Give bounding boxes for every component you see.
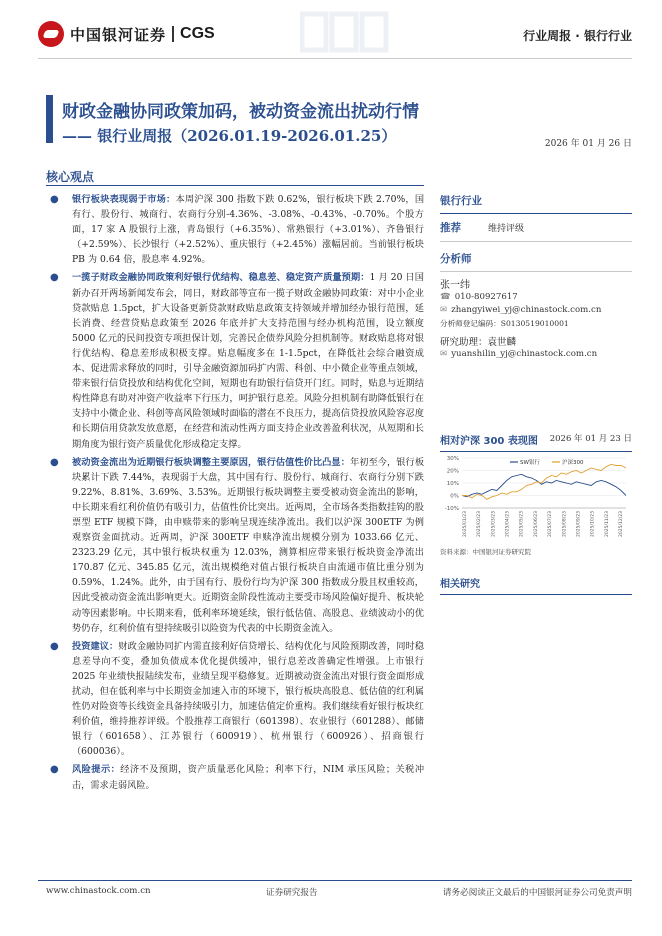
x-tick-label: 2025/12/23 [619, 511, 624, 537]
analyst-cert: 分析师登记编码：S0130519010001 [440, 319, 569, 328]
x-tick-label: 2025/04/23 [505, 511, 511, 537]
chart-title: 相对沪深 300 表现图 [440, 436, 538, 447]
footer-divider [38, 880, 632, 881]
x-tick-label: 2025/10/23 [590, 511, 596, 537]
paragraph [46, 270, 424, 451]
core-views-divider [46, 185, 424, 186]
bullet-icon: ● [50, 194, 59, 205]
chart-date: 2026 年 01 月 23 日 [549, 434, 632, 444]
analyst-name: 张一纬 [440, 280, 470, 291]
analyst-email-row[interactable] [440, 304, 632, 317]
report-title: 财政金融协同政策加码，被动资金流出扰动行情 [62, 102, 419, 122]
analyst-email[interactable]: zhangyiwei_yj@chinastock.com.cn [451, 305, 602, 315]
title-accent-bar [46, 95, 53, 143]
logo-separator [172, 26, 174, 42]
footer-website[interactable]: www.chinastock.com.cn [46, 886, 151, 896]
paragraph [46, 639, 424, 760]
y-tick-label: 0% [450, 493, 459, 500]
email-icon: ✉ [440, 349, 448, 359]
analyst-heading: 分析师 [440, 253, 472, 265]
bullet-icon: ● [50, 764, 59, 776]
paragraph-lead: 银行板块表现弱于市场： [72, 194, 176, 205]
related-research-heading: 相关研究 [440, 575, 632, 595]
paragraph-text: 本周沪深 300 指数下跌 0.62%，银行板块下跌 2.70%，国有行、股份行、城商行、农商行分别-4.36%、-3.08%、-0.43%、-0.70%。个股方面，17 家 A 股银行上涨，青岛银行（+6.35%）、常熟银行（+3.01%）、齐鲁银行（+2.59%）、长沙银行（+2.52%）、重庆银行（+2.45%）涨幅居前。当前银行板块 PB 为 0.64 倍，股息率 4.92%。 [72, 194, 425, 266]
assistant-email[interactable]: yuanshilin_yj@chinastock.com.cn [451, 349, 598, 359]
y-tick-label: 30% [446, 456, 459, 462]
bullet-icon: ● [50, 640, 59, 652]
y-tick-label: 10% [446, 481, 459, 487]
series-line-sw-bank [462, 474, 626, 497]
header-category: 行业周报 · 银行行业 [523, 29, 632, 43]
paragraph-text: 财政金融协同扩内需直接利好信贷增长、结构优化与风险预期改善，同时稳息差导向不变，叠加负债成本优化提供缓冲，银行息差改善确定性增强。上市银行 2025 年业绩快报陆续发布，业绩呈现平稳修复。近期被动资金流出对银行资金面形成扰动，但在低利率与中长期资金加速入市的环境下，银行板块高股息、低估值的红利属性仍对险资等长线资金具备持续吸引力，加速估值定价重构。我们继续看好银行板块红利价值，维持推荐评级。个股推荐工商银行（601398）、农业银行（601288）、邮储银行（601658）、江苏银行（600919）、杭州银行（600926）、招商银行（600036）。 [72, 640, 425, 758]
legend-label: SW银行 [520, 460, 540, 466]
x-tick-label: 2025/07/23 [548, 511, 554, 537]
bullet-icon: ● [50, 272, 59, 284]
sidebar-divider [440, 241, 632, 242]
relative-performance-chart [440, 452, 632, 546]
legend-label: 沪深300 [562, 460, 584, 466]
paragraph [46, 762, 424, 792]
sidebar-divider [440, 271, 632, 272]
watermark-icon [300, 10, 390, 54]
chart-source: 资料来源：中国银河证券研究院 [440, 548, 531, 556]
paragraph-text: 年初至今，银行板块累计下跌 7.44%，表现弱于大盘，其中国有行、股份行、城商行、农商行分别下跌 9.22%、8.81%、3.69%、3.53%。近期银行板块调整主要受被动资金流出的影响，中长期来看红利价值仍有吸引力，估值性价比突出。近两周，全市场各类指数挂钩的股票型 ETF 规模下降，由申赎带来的影响呈现连续净流出。我们以沪深 300ETF 为例观察资金面扰动。近两周，沪深 300ETF 申赎净流出规模分别为 1033.66 亿元、2323.29 亿元，其中银行板块权重为 12.03%，测算相应带来银行板块资金净流出 170.87 亿元、345.85 亿元，流出规模绝对值占银行板块自由流通市值比重分别为 0.59%、1.24%。此外，由于国有行、股份行均为沪深 300 指数成分股且权重较高，因此受被动资金流出影响更大。近期资金阶段性流动主要受市场风险偏好提升、板块轮动等因素影响。中长期来看，低利率环境延续，银行低估值、高股息、业绩波动小的优势仍存，红利价值有望持续吸引以险资为代表的中长期资金流入。 [72, 456, 425, 634]
x-tick-label: 2025/03/23 [491, 511, 497, 537]
footer-disclaimer: 请务必阅读正文最后的中国银河证券公司免责声明 [442, 888, 632, 898]
rating-row [440, 214, 632, 241]
series-line-hs300 [462, 464, 626, 499]
paragraph [46, 455, 424, 636]
report-date: 2026 年 01 月 26 日 [544, 139, 632, 149]
rating-label: 推荐 [440, 222, 461, 234]
paragraph-lead: 被动资金流出为近期银行板块调整主要原因，银行估值性价比凸显： [72, 456, 350, 468]
x-tick-label: 2025/11/23 [604, 511, 610, 537]
logo-mark-icon [38, 21, 64, 47]
paragraph-text: 1 月 20 日国新办召开两场新闻发布会，同日，财政部等宣布一揽子财政金融协同政策：对中小企业贷款贴息 1.5pct，扩大设备更新贷款财政贴息政策支持领域并增加经办银行范围，延长消费、经营贷贴息政策至 2026 年底并扩大支持范围与经办机构范围，设立额度 5000 亿元的民间投资专项担保计划，完善民企债券风险分担机制等。财政贴息将对银行优结构、稳息差形成积极支撑。贴息幅度多在 1-1.5pct，在降低社会综合融资成本、促进需求释放的同时，引导金融资源加码扩内需、科创、中小微企业等重点领域，带来银行信贷投放和结构优化空间，短期也有助银行信贷开门红。同时，贴息与近期结构性降息有助对冲资产收益率下行压力，呵护银行息差。风险分担机制有助降低银行在支持中小微企业、科创等高风险领域时面临的潜在不良压力，提高信贷投放风险容忍度和长期信用贷款发放意愿，在经营和流动性两方面支持企业改善盈利状况，从短期和长期角度为银行资产质量优化形成稳定支撑。 [72, 272, 424, 450]
rating-value: 维持评级 [488, 224, 525, 234]
paragraph-lead: 投资建议： [72, 640, 119, 652]
footer-label: 证券研究报告 [266, 888, 318, 898]
phone-icon: ☎ [440, 292, 451, 302]
analyst-phone-row [440, 291, 632, 304]
y-tick-label: -10% [444, 506, 459, 512]
core-views-heading: 核心观点 [46, 170, 95, 184]
x-tick-label: 2025/05/23 [519, 511, 525, 537]
x-tick-label: 2025/09/23 [576, 511, 582, 537]
y-tick-label: 20% [446, 468, 459, 475]
assistant-email-row[interactable] [440, 348, 632, 361]
x-tick-label: 2025/08/23 [562, 511, 568, 537]
sidebar-industry: 银行行业 [440, 190, 632, 214]
logo-en: CGS [180, 25, 215, 42]
paragraph-lead: 一揽子财政金融协同政策利好银行优结构、稳息差、稳定资产质量预期： [72, 272, 370, 284]
logo-cn: 中国银河证券 [70, 25, 167, 44]
paragraph-text: 经济不及预期，资产质量恶化风险；利率下行，NIM 承压风险；关税冲击，需求走弱风险。 [72, 764, 425, 791]
paragraph [46, 192, 424, 267]
x-tick-label: 2025/01/23 [463, 511, 468, 537]
x-tick-label: 2025/02/23 [477, 511, 483, 537]
core-views-body [46, 192, 424, 796]
email-icon: ✉ [440, 305, 448, 315]
header-divider [38, 58, 632, 59]
analyst-phone: 010-80927617 [454, 292, 518, 302]
assistant-label: 研究助理：袁世麟 [440, 337, 517, 348]
x-tick-label: 2025/06/23 [533, 511, 539, 537]
company-logo [38, 20, 215, 48]
chart-header [440, 432, 632, 452]
sidebar [440, 190, 632, 361]
paragraph-lead: 风险提示： [72, 764, 121, 776]
bullet-icon: ● [50, 456, 59, 468]
report-subtitle: —— 银行业周报（2026.01.19-2026.01.25） [62, 127, 397, 145]
